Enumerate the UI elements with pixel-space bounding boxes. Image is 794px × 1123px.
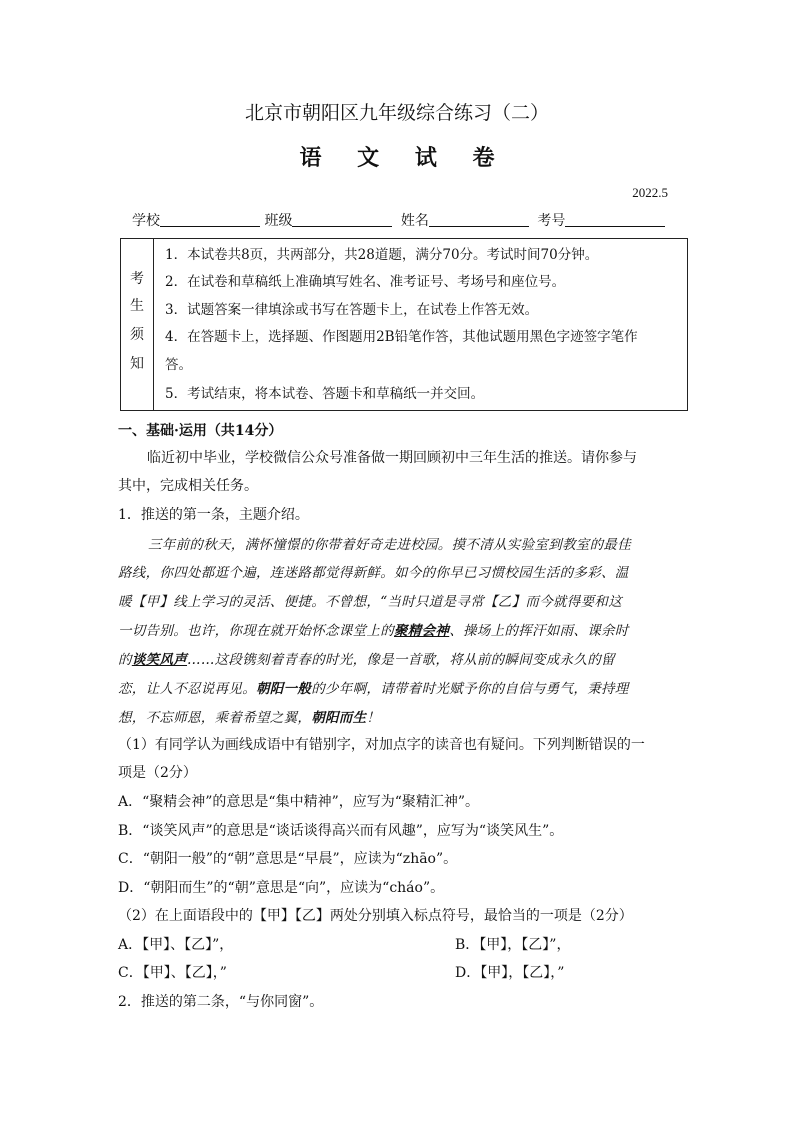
section-heading: 一、基础·运用（共14分） [118,423,283,439]
exam-no-field[interactable] [565,212,665,227]
passage-line: 暖【甲】线上学习的灵活、便捷。不曾想，“当时只道是寻常【乙】而今就得要和这 [118,594,623,610]
passage-line [118,677,629,697]
passage-line: 三年前的秋天，满怀憧憬的你带着好奇走进校园。摸不清从实验室到教室的最佳 [148,537,631,553]
passage-line: 路线，你四处都逛个遍，连迷路都觉得新鲜。如今的你早已习惯校园生活的多彩、温 [118,565,629,581]
question-stem: 项是（2分） [118,765,197,781]
school-field[interactable] [160,212,260,227]
task-heading: 1．推送的第一条，主题介绍。 [118,507,309,523]
school-label: 学校 [132,213,160,229]
notice-item: 3．试题答案一律填涂或书写在答题卡上，在试卷上作答无效。 [165,302,539,318]
question-option[interactable]: D．【甲】，【乙】，” [455,965,565,981]
intro-text: 临近初中毕业，学校微信公众号准备做一期回顾初中三年生活的推送。请你参与 [147,450,637,466]
question-option[interactable]: B．“谈笑风声”的意思是“谈话谈得高兴而有风趣”，应写为“谈笑风生”。 [118,823,564,839]
notice-side-char: 须 [130,327,144,343]
question-option[interactable]: A．【甲】、【乙】”， [118,937,234,953]
passage-line [118,619,629,639]
question-option[interactable]: C．【甲】、【乙】，” [118,965,227,981]
passage-text: 恋，让人不忍说再见。 [118,681,256,697]
passage-text: 的少年啊，请带着时光赋予你的自信与勇气，秉持理 [311,681,629,697]
page-subtitle: 语 文 试 卷 [299,145,509,171]
passage-text: ！ [366,710,381,726]
notice-side-label [121,239,154,410]
passage-text: 、操场上的挥汗如雨、课余时 [449,623,629,639]
name-label: 姓名 [400,213,429,229]
notice-item: 答。 [165,357,192,373]
passage-line [118,706,380,726]
underlined-idiom: 谈笑风声 [131,652,188,668]
name-field[interactable] [429,212,529,227]
notice-item: 5．考试结束，将本试卷、答题卡和草稿纸一并交回。 [165,386,485,402]
class-label: 班级 [264,213,293,229]
passage-text: 一切告别。也许，你现在就开始怀念课堂上的 [118,623,394,639]
student-info-row [132,210,665,230]
dotted-phrase: 朝阳一般 [256,681,312,697]
underlined-idiom: 聚精会神 [394,623,450,639]
passage-text: ……这段镌刻着青春的时光，像是一首歌，将从前的瞬间变成永久的留 [187,652,615,668]
question-option[interactable]: D．“朝阳而生”的“朝”意思是“向”，应读为“cháo”。 [118,880,445,896]
passage-text: 的 [118,652,132,668]
notice-item: 4．在答题卡上，选择题、作图题用2B铅笔作答，其他试题用黑色字迹签字笔作 [165,329,638,345]
question-option[interactable]: B．【甲】，【乙】”， [455,937,571,953]
dotted-phrase: 朝阳而生 [311,710,367,726]
intro-text: 其中，完成相关任务。 [118,478,258,494]
question-option[interactable]: C．“朝阳一般”的“朝”意思是“早晨”，应读为“zhāo”。 [118,851,458,867]
notice-side-char: 考 [130,271,144,287]
passage-line [118,648,615,668]
notice-item: 2．在试卷和草稿纸上准确填写姓名、准考证号、考场号和座位号。 [165,274,566,290]
passage-text: 想，不忘师恩，乘着希望之翼， [118,710,312,726]
question-stem: （2）在上面语段中的【甲】【乙】两处分别填入标点符号，最恰当的一项是（2分） [118,908,633,924]
notice-side-char: 生 [130,298,144,314]
class-field[interactable] [292,212,392,227]
notice-item: 1．本试卷共8页，共两部分，共28道题，满分70分。考试时间70分钟。 [165,247,599,263]
question-option[interactable]: A．“聚精会神”的意思是“集中精神”，应写为“聚精汇神”。 [118,794,480,810]
page-title: 北京市朝阳区九年级综合练习（二） [244,102,549,124]
exam-no-label: 考号 [537,213,566,229]
exam-notice-box [120,238,688,411]
task-heading: 2．推送的第二条，“与你同窗”。 [118,994,324,1010]
question-stem: （1）有同学认为画线成语中有错别字，对加点字的读音也有疑问。下列判断错误的一 [118,737,645,753]
notice-side-char: 知 [130,356,144,372]
exam-date: 2022.5 [632,185,668,200]
